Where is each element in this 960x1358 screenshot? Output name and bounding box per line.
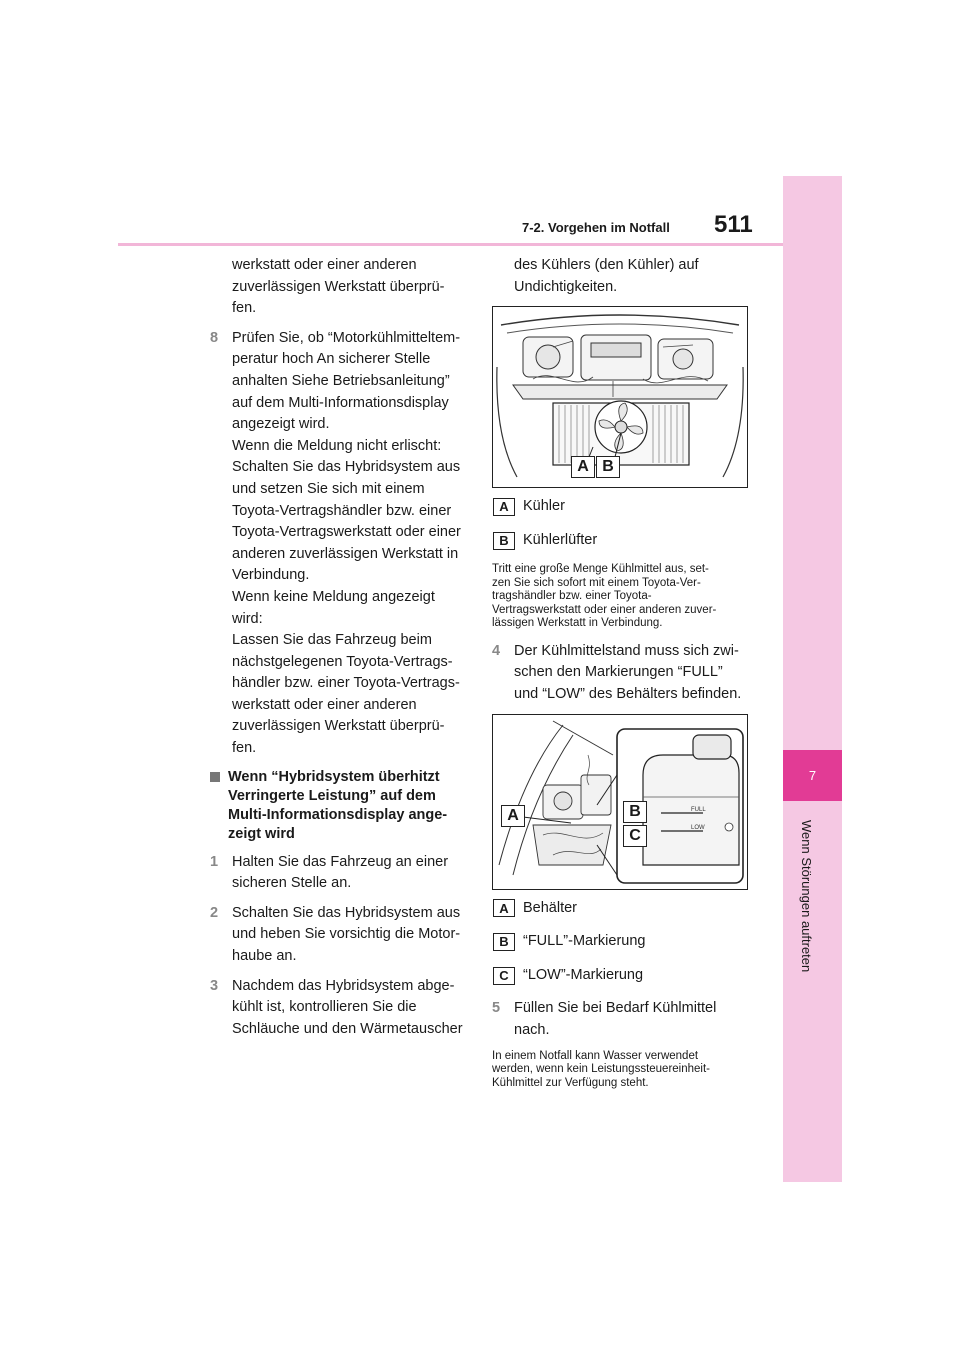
header-divider <box>118 243 783 246</box>
step-1 <box>210 852 472 895</box>
figure-label-a: A <box>571 456 595 478</box>
step-number: 4 <box>492 642 501 659</box>
radiator-figure <box>492 306 748 488</box>
step-number: 3 <box>210 977 219 994</box>
step-2 <box>210 903 472 968</box>
callout-key: A <box>493 899 515 917</box>
text-line: des Kühlers (den Kühler) auf <box>514 257 699 273</box>
engine-bay-illustration <box>493 307 747 487</box>
callout-text: Kühler <box>523 498 565 515</box>
reservoir-figure <box>492 714 748 890</box>
text-line: In einem Notfall kann Wasser verwendet <box>492 1049 699 1062</box>
note-water <box>492 1050 754 1091</box>
text-line: und setzen Sie sich mit einem <box>232 480 425 497</box>
text-line: Wenn keine Meldung angezeigt <box>232 588 435 605</box>
callout-radiator <box>492 496 754 518</box>
callout-low-mark <box>492 965 754 987</box>
step-number: 1 <box>210 853 219 870</box>
step-number: 2 <box>210 904 219 921</box>
step-4 <box>492 641 754 706</box>
step-8 <box>210 328 472 760</box>
callout-reservoir <box>492 898 754 920</box>
callout-key: C <box>493 967 515 985</box>
text-line: und “LOW” des Behälters befinden. <box>514 686 742 703</box>
callout-text: “FULL”-Markierung <box>523 933 646 950</box>
text-line: Wenn die Meldung nicht erlischt: <box>232 437 442 454</box>
text-line: Verbindung. <box>232 567 310 584</box>
text-line: händler bzw. einer Toyota-Vertrags- <box>232 675 460 692</box>
text-line: und heben Sie vorsichtig die Motor- <box>232 926 461 943</box>
step-3 <box>210 976 472 1041</box>
callout-key: A <box>493 498 515 516</box>
text-line: zuverlässigen Werkstatt überprü- <box>232 718 445 735</box>
text-line: fen. <box>232 740 257 757</box>
text-line: zuverlässigen Werkstatt überprü- <box>232 278 445 295</box>
coolant-reservoir-illustration <box>493 715 747 889</box>
text-line: Der Kühlmittelstand muss sich zwi- <box>514 642 739 659</box>
text-line: peratur hoch An sicherer Stelle <box>232 351 431 368</box>
continued-text <box>210 255 472 320</box>
figure-label-a: A <box>501 805 525 827</box>
text-line: nach. <box>514 1022 550 1039</box>
text-line: Wenn “Hybridsystem überhitzt <box>228 768 440 785</box>
continued-text <box>492 255 754 298</box>
text-line: lässigen Werkstatt in Verbindung. <box>492 617 663 630</box>
text-line: wird: <box>232 610 263 627</box>
text-line: Schalten Sie das Hybridsystem aus <box>232 904 461 921</box>
text-line: zen Sie sich sofort mit einem Toyota-Ver- <box>492 576 701 589</box>
text-line: Schalten Sie das Hybridsystem aus <box>232 459 461 476</box>
text-line: werden, wenn kein Leistungssteuereinheit- <box>492 1063 710 1076</box>
text-line: Nachdem das Hybridsystem abge- <box>232 977 455 994</box>
callout-text: Kühlerlüfter <box>523 531 598 548</box>
subsection-heading <box>210 768 472 844</box>
text-line: tragshändler bzw. einer Toyota- <box>492 590 652 603</box>
text-line: anhalten Siehe Betriebsanleitung” <box>232 372 450 389</box>
text-line: angezeigt wird. <box>232 416 330 433</box>
right-column <box>492 255 754 1100</box>
chapter-number: 7 <box>808 768 817 783</box>
left-column <box>210 255 472 1048</box>
heading-square-icon <box>210 772 220 782</box>
callout-key: B <box>493 532 515 550</box>
text-line: haube an. <box>232 948 297 965</box>
text-line: Multi-Informationsdisplay ange- <box>228 806 448 823</box>
text-line: fen. <box>232 300 257 317</box>
text-line: Verringerte Leistung” auf dem <box>228 787 436 804</box>
text-line: sicheren Stelle an. <box>232 875 352 892</box>
text-line: zeigt wird <box>228 825 295 842</box>
text-line: Prüfen Sie, ob “Motorkühlmitteltem- <box>232 329 461 346</box>
note-leak <box>492 563 754 631</box>
text-line: Tritt eine große Menge Kühlmittel aus, set- <box>492 563 709 576</box>
callout-key: B <box>493 933 515 951</box>
text-line: auf dem Multi-Informationsdisplay <box>232 394 449 411</box>
text-line: kühlt ist, kontrollieren Sie die <box>232 999 417 1016</box>
full-mark-text: FULL <box>691 806 706 813</box>
chapter-title: Wenn Störungen auftreten <box>799 820 814 973</box>
step-number: 8 <box>210 329 219 346</box>
text-line: Schläuche und den Wärmetauscher <box>232 1020 463 1037</box>
section-title: 7-2. Vorgehen im Notfall <box>522 220 670 235</box>
page-number: 511 <box>714 211 753 238</box>
step-number: 5 <box>492 1000 501 1017</box>
text-line: schen den Markierungen “FULL” <box>514 664 723 681</box>
callout-text: Behälter <box>523 899 578 916</box>
text-line: Füllen Sie bei Bedarf Kühlmittel <box>514 1000 717 1017</box>
step-5 <box>492 998 754 1041</box>
chapter-number-box <box>783 750 842 801</box>
text-line: Halten Sie das Fahrzeug an einer <box>232 853 449 870</box>
figure-label-c: C <box>623 825 647 847</box>
text-line: anderen zuverlässigen Werkstatt in <box>232 545 459 562</box>
figure-label-b: B <box>623 801 647 823</box>
text-line: Vertragswerkstatt oder einer anderen zuver- <box>492 603 717 616</box>
text-line: Undichtigkeiten. <box>514 278 618 295</box>
text-line: Toyota-Vertragshändler bzw. einer <box>232 502 452 519</box>
text-line: nächstgelegenen Toyota-Vertrags- <box>232 653 453 670</box>
low-mark-text: LOW <box>691 824 705 831</box>
callout-text: “LOW”-Markierung <box>523 966 644 983</box>
chapter-side-tab <box>783 176 842 1182</box>
text-line: werkstatt oder einer anderen <box>232 696 417 713</box>
figure-label-b: B <box>596 456 620 478</box>
callout-radiator-fan <box>492 530 754 552</box>
text-line: Lassen Sie das Fahrzeug beim <box>232 632 432 649</box>
callout-full-mark <box>492 931 754 953</box>
text-line: Kühlmittel zur Verfügung steht. <box>492 1076 649 1089</box>
text-line: werkstatt oder einer anderen <box>232 257 417 273</box>
text-line: Toyota-Vertragswerkstatt oder einer <box>232 524 461 541</box>
